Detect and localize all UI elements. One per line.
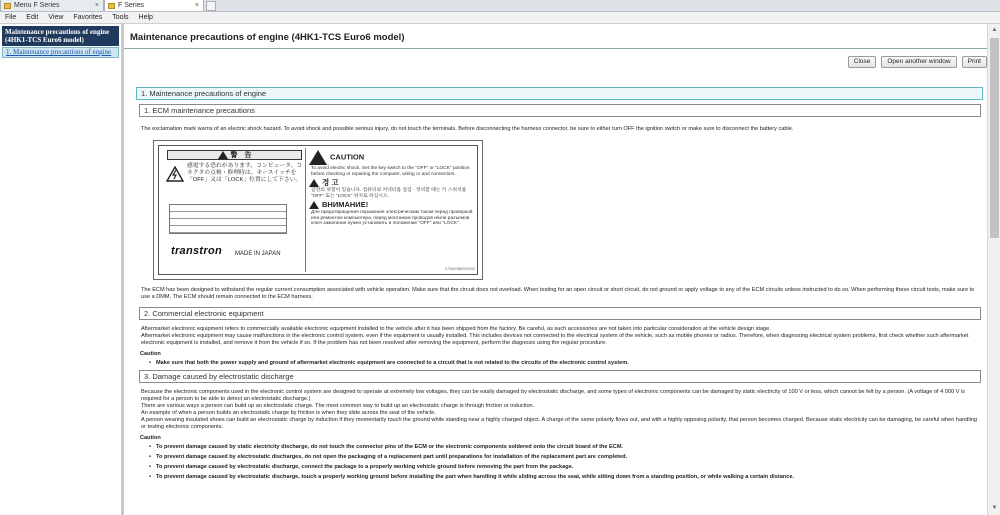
commercial-p2: Aftermarket electronic equipment may cause malfunctions in the electronic control system, even if the equipment is usually installed. This includes devices not connected to the electrical system of the vehicle, such as mobile phones or radios. Therefore, when diagnosing electrical system problems, first check whether such aftermarket electronic equipment is installed, and remove it from the vehicle if so. If the problem has not been resolved after removing the equipment, perform the diagnosis using the regular procedure. (141, 333, 969, 346)
list-item: • To prevent damage caused by electrostatic discharge, touch a properly working ground before installing the part when handling it while sliding across the seat, while sitting down from a standing position, or while walking a certain distance. (149, 474, 981, 481)
commercial-p1: Aftermarket electronic equipment refers to commercially available electronic equipment installed to the vehicle after it has been shipped from the factory. Be careful, as such accessories are not taken into particular consideration at the vehicle design stage. (141, 326, 771, 332)
serial-sticker (169, 204, 287, 234)
esd-p1: Because the electronic components used in the electronic control system are designed to operate at extremely low voltages, they can be easily damaged by electrostatic discharge, and some types of electronic components can be damaged by static electricity of 100 V or less, which cannot be felt by a person. (A voltage of 4 000 V is required for a person to be able to detect an electrostatic discharge.) (141, 389, 965, 402)
esd-p3: An example of when a person builds an electrostatic charge by friction is when they slide across the seat of the vehicle. (141, 410, 436, 416)
caution-heading: CAUTION (309, 150, 474, 165)
menu-edit[interactable]: Edit (26, 14, 39, 21)
folder-icon (4, 3, 11, 9)
caution-text: To avoid electric shock, Set the key switch to the "OFF" or "LOCK" position before checking or repairing the computer, wiring or and connectors. (311, 166, 470, 177)
sidebar-item-maintenance-precautions[interactable]: 1. Maintenance precautions of engine (2, 47, 119, 58)
tab-close-icon[interactable]: × (94, 2, 99, 9)
menu-favorites[interactable]: Favorites (73, 14, 103, 21)
menu-view[interactable]: View (48, 14, 64, 21)
caution-heading: Caution (140, 435, 161, 441)
tab-label: Menu F Series (14, 2, 60, 9)
scroll-up-arrow-icon[interactable]: ▲ (991, 27, 998, 33)
ecm-intro-text: The exclamation mark warns of an electric shock hazard. To avoid shock and possible serious injury, do not touch the terminals. Before disconnecting the harness connector, be sure to either turn OFF the ignition switch or make sure to disconnect the battery cable. (141, 126, 794, 132)
warning-triangle-icon (309, 150, 327, 165)
ecm-warning-label-image (153, 140, 483, 280)
tab-close-icon[interactable]: × (194, 2, 199, 9)
made-in-text: MADE IN JAPAN (235, 251, 281, 257)
page-title: Maintenance precautions of engine (4HK1-TCS Euro6 model) (130, 32, 405, 43)
sidebar-heading: Maintenance precautions of engine (4HK1-TCS Euro6 model) (2, 26, 119, 46)
menu-bar (0, 12, 1000, 24)
folder-icon (108, 3, 115, 9)
commercial-caution-list (149, 360, 981, 367)
main-section-header: 1. Maintenance precautions of engine (136, 87, 983, 100)
russian-warning-heading: ВНИМАНИЕ! (309, 201, 474, 209)
list-item: • Make sure that both the power supply and ground of aftermarket electronic equipment are connected to a circuit that is not related to the circuits of the electronic control system. (149, 360, 981, 367)
toolbar (848, 56, 987, 68)
browser-tab-bar (0, 0, 1000, 12)
ecm-after-text: The ECM has been designed to withstand the regular current consumption associated with vehicle operation. Make sure that the circuit does not overload. When testing for an open circuit or short circuit, do not ground or apply voltage to any of the ECM circuits unless instructed to do so. When performing these circuit tests, make sure to use a DMM. The ECM should remain connected to the ECM harness. (141, 287, 975, 300)
korean-warning-text: 감전의 위험이 있습니다. 컴퓨터와 커넥터를 점검 · 정비할 때는 키 스위치를 "OFF" 또는 "LOCK" 위치로 하십시오. (311, 188, 467, 199)
warning-triangle-icon (218, 151, 228, 159)
esd-caution-list (149, 444, 981, 481)
brand-logo: transtron (171, 245, 222, 257)
electric-shock-icon (166, 166, 184, 185)
russian-warning-text: Для предотвращения поражения электрическим током перед проверкой или ремонтом компьютера, перед монтажом проводов и/или разъемов ключ зажигания нужно установить в положение "OFF" или "LOCK". (311, 210, 473, 227)
menu-help[interactable]: Help (138, 14, 153, 21)
warning-triangle-icon (309, 179, 319, 187)
list-item: • To prevent damage caused by electrostatic discharge, connect the package to a properly working vehicle ground before removing the part from the package. (149, 464, 981, 471)
document-body (140, 104, 981, 484)
tab-menu-f-series[interactable] (0, 0, 104, 11)
japanese-warning-text: 感電する恐れがあります。コンピュータ、コネクタの点検・修理時は、キースイッチを「OFF」又は「LOCK」位置にして下さい。 (187, 163, 303, 183)
vertical-scrollbar[interactable] (987, 24, 1000, 515)
esd-p4: A person wearing insulated shoes can build an electrostatic charge by induction if they momentarily touch the ground while standing near a highly charged object. A charge of the same polarity flows out, and with a highly opposing polarity, that person becomes charged. Because static electricity can be damaging, be careful when handling or testing electronic components. (141, 417, 978, 430)
tab-f-series[interactable] (104, 0, 204, 11)
label-right-panel (309, 148, 474, 272)
warning-triangle-icon (309, 201, 319, 209)
list-item: • To prevent damage caused by electrostatic discharges, do not open the packaging of a replacement part until preparations for installation of the replacement part are completed. (149, 454, 981, 461)
new-tab-button[interactable] (206, 1, 216, 11)
label-left-panel (161, 148, 306, 272)
tab-label: F Series (118, 2, 145, 9)
label-part-code: KTM4V3B0000000 (445, 267, 475, 271)
scroll-down-arrow-icon[interactable]: ▼ (991, 505, 998, 511)
warning-header-jp: 警 告 (167, 150, 302, 160)
warning-label (158, 145, 478, 275)
sidebar (0, 24, 124, 515)
esd-p2: There are various ways a person can build up an electrostatic charge. The most common way to build up an electrostatic charge is through friction or induction. (141, 403, 535, 409)
menu-file[interactable]: File (5, 14, 17, 21)
open-another-window-button[interactable]: Open another window (881, 56, 956, 68)
close-button[interactable]: Close (848, 56, 877, 68)
print-button[interactable]: Print (962, 56, 987, 68)
main-content (124, 24, 987, 515)
list-item: • To prevent damage caused by static electricity discharge, do not touch the connector pins of the ECM or the electronic components soldered onto the circuit board of the ECM. (149, 444, 981, 451)
korean-warning-heading: 경 고 (309, 179, 474, 187)
section-header-commercial: 2. Commercial electronic equipment (139, 307, 981, 320)
section-header-ecm: 1. ECM maintenance precautions (139, 104, 981, 117)
menu-tools[interactable]: Tools (112, 14, 129, 21)
caution-heading: Caution (140, 351, 161, 357)
scrollbar-thumb[interactable] (990, 38, 999, 238)
section-header-esd: 3. Damage caused by electrostatic discharge (139, 370, 981, 383)
title-divider (124, 48, 987, 49)
